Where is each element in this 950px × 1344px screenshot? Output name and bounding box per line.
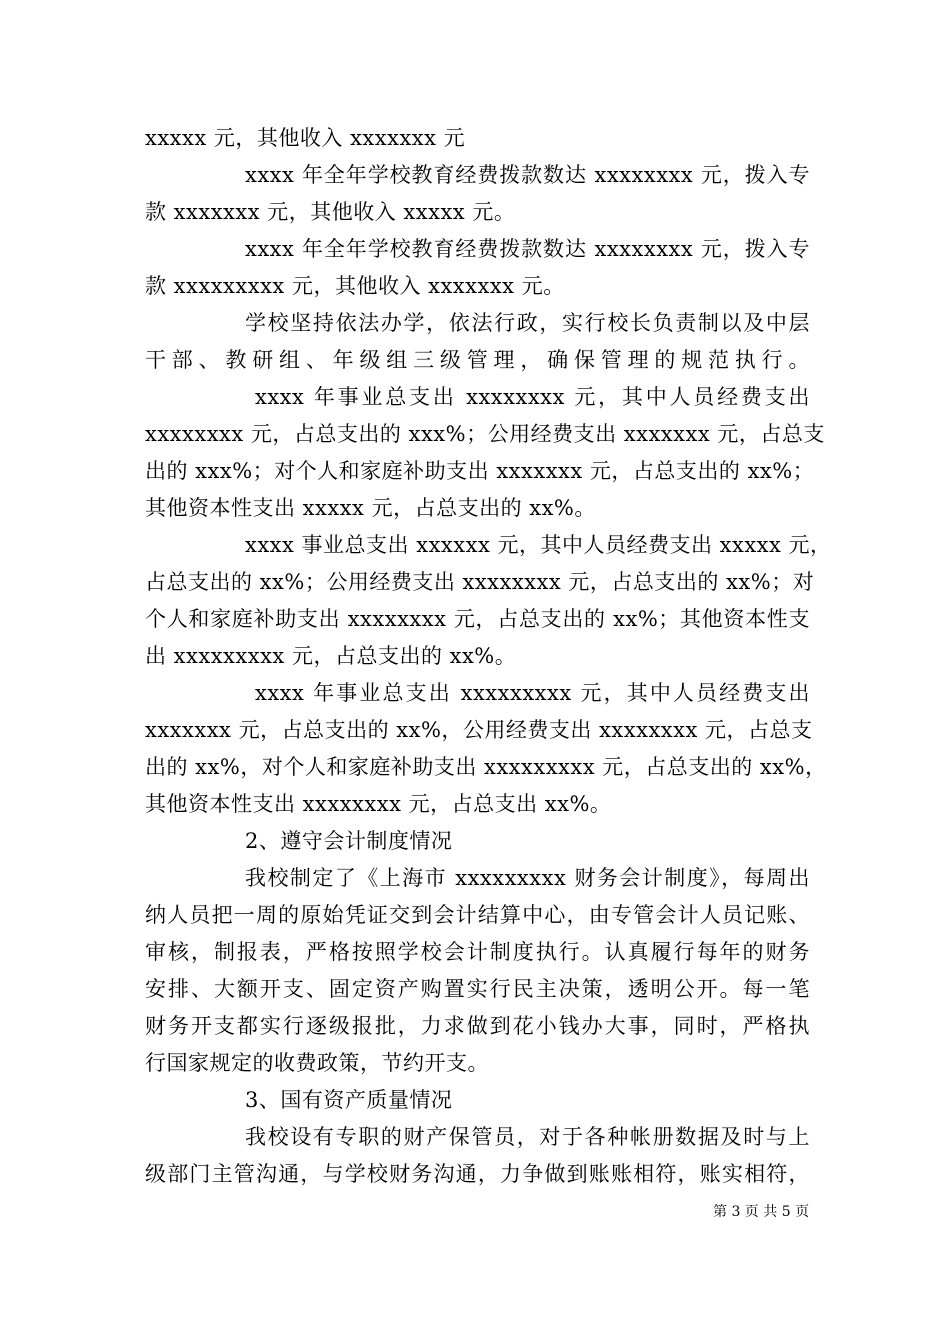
text-line: 出的 xxx%；对个人和家庭补助支出 xxxxxxx 元，占总支出的 xx%；	[145, 459, 815, 483]
section-heading: 3、国有资产质量情况	[245, 1088, 453, 1112]
text-line: xxxx 事业总支出 xxxxxx 元，其中人员经费支出 xxxxx 元，	[245, 533, 832, 557]
text-line: 个人和家庭补助支出 xxxxxxxx 元，占总支出的 xx%；其他资本性支	[145, 607, 810, 631]
text-line: 安排、大额开支、固定资产购置实行民主决策，透明公开。每一笔	[145, 977, 810, 1001]
text-line: 行国家规定的收费政策，节约开支。	[145, 1051, 489, 1075]
text-line: xxxxxxxx 元，占总支出的 xxx%；公用经费支出 xxxxxxx 元，占总支	[145, 422, 825, 446]
text-line: 干部、教研组、年级组三级管理，确保管理的规范执行。	[145, 348, 810, 372]
text-line: 出 xxxxxxxxx 元，占总支出的 xx%。	[145, 644, 517, 668]
text-line: 其他资本性支出 xxxxxxxx 元，占总支出 xx%。	[145, 792, 612, 816]
text-line: xxxx 年事业总支出 xxxxxxxxx 元，其中人员经费支出	[255, 681, 810, 705]
text-line: xxxxx 元，其他收入 xxxxxxx 元	[145, 126, 466, 150]
text-line: 其他资本性支出 xxxxx 元，占总支出的 xx%。	[145, 496, 596, 520]
section-heading: 2、遵守会计制度情况	[245, 829, 453, 853]
text-line: 出的 xx%，对个人和家庭补助支出 xxxxxxxxx 元，占总支出的 xx%，	[145, 755, 827, 779]
text-line: 款 xxxxxxx 元，其他收入 xxxxx 元。	[145, 200, 516, 224]
text-line: 款 xxxxxxxxx 元，其他收入 xxxxxxx 元。	[145, 274, 565, 298]
text-line: 我校制定了《上海市 xxxxxxxxx 财务会计制度》，每周出	[245, 866, 810, 890]
text-line: xxxx 年事业总支出 xxxxxxxx 元，其中人员经费支出	[255, 385, 810, 409]
text-line: xxxxxxx 元，占总支出的 xx%，公用经费支出 xxxxxxxx 元，占总支	[145, 718, 813, 742]
text-line: 学校坚持依法办学，依法行政，实行校长负责制以及中层	[245, 311, 810, 335]
text-line: 审核，制报表，严格按照学校会计制度执行。认真履行每年的财务	[145, 940, 810, 964]
text-line: 我校设有专职的财产保管员，对于各种帐册数据及时与上	[245, 1125, 810, 1149]
text-line: 级部门主管沟通，与学校财务沟通，力争做到账账相符，账实相符，	[145, 1162, 810, 1186]
text-line: 财务开支都实行逐级报批，力求做到花小钱办大事，同时，严格执	[145, 1014, 810, 1038]
text-line: 纳人员把一周的原始凭证交到会计结算中心，由专管会计人员记账、	[145, 903, 810, 927]
text-line: 占总支出的 xx%；公用经费支出 xxxxxxxx 元，占总支出的 xx%；对	[145, 570, 815, 594]
page-number: 第 3 页 共 5 页	[713, 1204, 810, 1220]
text-line: xxxx 年全年学校教育经费拨款数达 xxxxxxxx 元，拨入专	[245, 163, 810, 187]
text-line: xxxx 年全年学校教育经费拨款数达 xxxxxxxx 元，拨入专	[245, 237, 810, 261]
